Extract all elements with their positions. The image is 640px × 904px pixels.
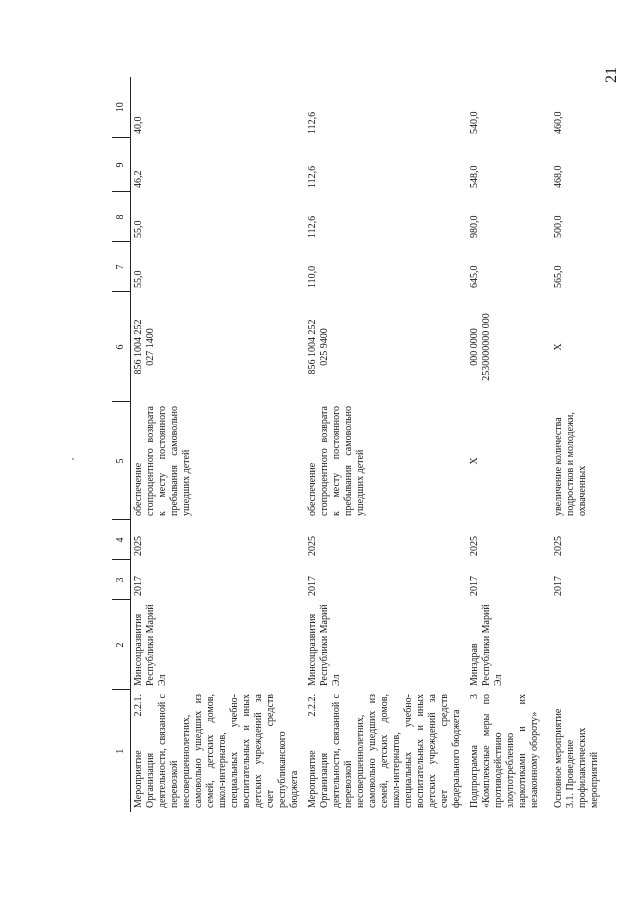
- executor-cell: Минздрав Республики Марий Эл: [469, 604, 504, 686]
- value-cell: 112,6: [307, 165, 318, 188]
- header-cell: 8: [112, 192, 131, 242]
- executor-cell: Минсоцразвития Республики Марий Эл: [133, 604, 168, 686]
- value-cell: 980,0: [469, 215, 480, 238]
- header-cell: 3: [112, 560, 131, 600]
- value-cell: 112,6: [307, 111, 318, 134]
- start-year-cell: 2017: [133, 576, 144, 596]
- value-cell: 500,0: [553, 215, 564, 238]
- activity-name-cell: Подпрограмма 3 «Комплексные меры по противодействию злоупотреблению наркотиками и их незаконному обороту»: [469, 694, 540, 808]
- table-row: [305, 77, 467, 812]
- budget-code-cell: 856 1004 252 027 1400: [133, 319, 156, 375]
- scan-speck: [72, 458, 74, 460]
- start-year-cell: 2017: [553, 576, 564, 596]
- result-cell: увеличение количества подростков и молодежи, охваченных: [553, 412, 588, 516]
- budget-code-cell: 000 0000 2530000000 000: [469, 313, 492, 381]
- header-row: [112, 77, 131, 812]
- table-row: [551, 77, 611, 812]
- value-cell: 40,0: [133, 116, 144, 134]
- value-cell: 565,0: [553, 265, 564, 288]
- value-cell: 112,6: [307, 215, 318, 238]
- table-row: [467, 77, 551, 812]
- result-cell: обеспечение стопроцентного возврата к месту постоянного пребывания самовольно ушедших детей: [307, 406, 366, 516]
- value-cell: 468,0: [553, 165, 564, 188]
- end-year-cell: 2025: [469, 536, 480, 556]
- budget-code-cell: Х: [553, 343, 564, 351]
- value-cell: 55,0: [133, 220, 144, 238]
- program-table: [112, 77, 611, 812]
- header-cell: 6: [112, 292, 131, 402]
- rotated-table-frame: [112, 77, 600, 812]
- value-cell: 46,2: [133, 170, 144, 188]
- start-year-cell: 2017: [469, 576, 480, 596]
- page-number: 21: [603, 67, 620, 83]
- budget-code-cell: 856 1004 252 025 9400: [307, 319, 330, 375]
- activity-name-cell: Мероприятие 2.2.2. Организация деятельности, связанной с перевозкой несовершеннолетних, самовольно ушедших из семей, детских домов, школ-интернатов, специальных учебно-воспитательных и иных детских учреждений за счет средств федерального бюджета: [307, 694, 462, 808]
- header-cell: 10: [112, 77, 131, 138]
- value-cell: 540,0: [469, 111, 480, 134]
- header-cell: 5: [112, 402, 131, 520]
- result-cell: обеспечение стопроцентного возврата к месту постоянного пребывания самовольно ушедших детей: [133, 406, 192, 516]
- result-cell: Х: [469, 457, 480, 465]
- activity-name-cell: Основное мероприятие 3.1. Проведение профилактических мероприятий: [553, 708, 600, 808]
- header-cell: 1: [112, 690, 131, 812]
- value-cell: 55,0: [133, 270, 144, 288]
- value-cell: 460,0: [553, 111, 564, 134]
- end-year-cell: 2025: [307, 536, 318, 556]
- activity-name-cell: Мероприятие 2.2.1. Организация деятельности, связанной с перевозкой несовершеннолетних, самовольно ушедших из семей, детских домов, школ-интернатов, специальных учебно-воспитательных и иных детских учреждений за счет средств республиканского бюджета: [133, 694, 300, 808]
- executor-cell: Минсоцразвития Республики Марий Эл: [307, 604, 342, 686]
- value-cell: 548,0: [469, 165, 480, 188]
- executor-cell: [551, 600, 611, 690]
- value-cell: 110,0: [307, 265, 318, 288]
- start-year-cell: 2017: [307, 576, 318, 596]
- table-row: [131, 77, 306, 812]
- header-cell: 2: [112, 600, 131, 690]
- header-cell: 4: [112, 520, 131, 560]
- header-cell: 7: [112, 242, 131, 292]
- value-cell: 645,0: [469, 265, 480, 288]
- header-cell: 9: [112, 138, 131, 192]
- end-year-cell: 2025: [553, 536, 564, 556]
- end-year-cell: 2025: [133, 536, 144, 556]
